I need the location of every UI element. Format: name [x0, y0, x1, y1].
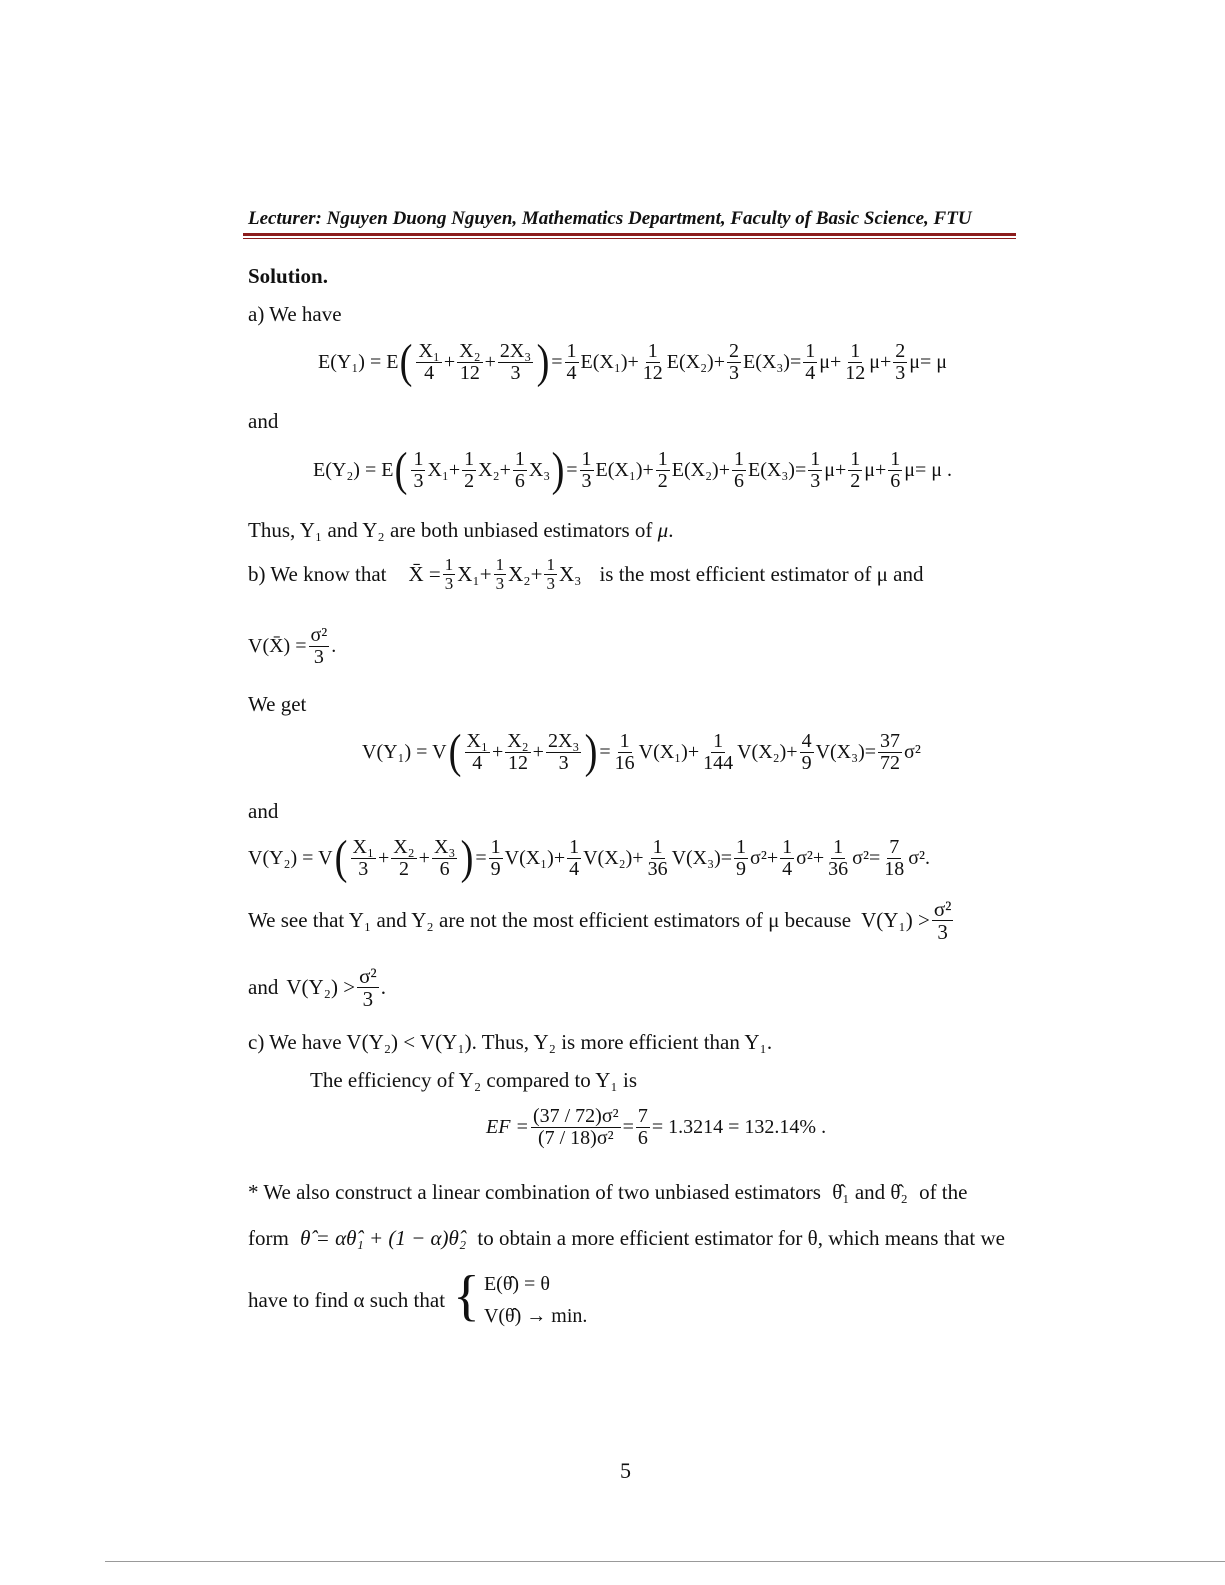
paren-group: ( 1 3 X₁ + $\frac{1}{2}$ X₂ + $\frac{1}{6}$ X₃ ) — [395, 443, 565, 496]
extra-line1: * We also construct a linear combination of two unbiased estimators θ̂₁ and θ̂₂ of the — [248, 1180, 968, 1204]
paren-group: ( X₁ 4 + $\frac{\text{X₂}}{12}$ + $\frac{\text{2X₃}}{3}$ ) — [400, 335, 550, 388]
part-a-intro: a) We have — [248, 302, 342, 326]
connector-and-1: and — [248, 409, 279, 433]
not-most-efficient-line: We see that Y₁ and Y₂ are not the most efficient estimators of μ because V(Y₁) > σ² 3 — [248, 897, 952, 945]
we-get: We get — [248, 692, 307, 716]
extra-line3: have to find α such that { E(θ̂) = θ V(θ̂) → min. — [248, 1268, 587, 1332]
equation-efficiency: EF = $\frac{\text{(37 / 72)σ²}}{\text{(7 / 18)σ²}}$ = $\frac{7}{6}$ = 1.3214 = 132.14% . — [486, 1105, 827, 1149]
header-rule-thin — [243, 238, 1016, 239]
connector-and-2: and — [248, 799, 279, 823]
and-condition-line: and V(Y₂) > σ² 3 . — [248, 964, 386, 1012]
page-number: 5 — [620, 1458, 631, 1483]
equation-ey1: E(Y₁) = E ( X₁ 4 + $\frac{\text{X₂}}{12}$ + $\frac{\text{2X₃}}{3}$ ) = $\frac{1}{4}$ E(X₁) + $\frac{1}{12}$ E(X₂) + $\frac{2}{3}$ E(X₃) = $\frac{1}{4}$ μ + $\frac{1}{12}$ μ + $\frac{2}{3}$ μ = μ — [318, 335, 948, 388]
bottom-rule — [105, 1561, 1225, 1562]
equation-vy2: V(Y₂) = V ( X₁ 3 + $\frac{\text{X₂}}{2}$ + $\frac{\text{X₃}}{6}$ ) = $\frac{1}{9}$ V(X₁) + $\frac{1}{4}$ V(X₂) + $\frac{1}{36}$ V(X₃) = $\frac{1}{9}$ σ² + $\frac{1}{4}$ σ² + $\frac{1}{36}$ σ² = $\frac{7}{18}$ σ² . — [248, 831, 930, 884]
page-header: Lecturer: Nguyen Duong Nguyen, Mathematics Department, Faculty of Basic Science, FTU — [248, 208, 972, 229]
xbar-lhs: X̄ = — [408, 561, 441, 586]
variance-xbar: V(X̄) = $\frac{\text{σ²}}{3}$ . — [248, 624, 337, 668]
eq-rhs: = μ . — [915, 458, 953, 481]
eq-rhs: = μ — [920, 350, 948, 373]
solution-heading: Solution. — [248, 264, 328, 288]
equation-vy1: V(Y₁) = V ( X₁ 4 + $\frac{\text{X₂}}{12}$ + $\frac{\text{2X₃}}{3}$ ) = $\frac{1}{16}$ V(X₁) + $\frac{1}{144}$ V(X₂) + $\frac{4}{9}$ V(X₃) = $\frac{37}{72}$ σ² — [362, 725, 921, 778]
part-c-line1: c) We have V(Y₂) < V(Y₁). Thus, Y₂ is more efficient than Y₁. — [248, 1030, 773, 1054]
equation-ey2: E(Y₂) = E ( 1 3 X₁ + $\frac{1}{2}$ X₂ + $\frac{1}{6}$ X₃ ) = $\frac{1}{3}$ E(X₁) + $\frac{1}{2}$ E(X₂) + $\frac{1}{6}$ E(X₃) = $\frac{1}{3}$ μ + $\frac{1}{2}$ μ + $\frac{1}{6}$ μ = μ . — [313, 443, 953, 496]
system-of-conditions: { E(θ̂) = θ V(θ̂) → min. — [453, 1265, 588, 1327]
part-c-line2: The efficiency of Y₂ compared to Y₁ is — [310, 1068, 637, 1092]
part-b-intro: b) We know that X̄ = $\frac{1}{3}$ X₁ + $\frac{1}{3}$ X₂ + $\frac{1}{3}$ X₃ is the most efficient estimator of μ and — [248, 555, 924, 593]
eq-lhs: E(Y₂) = E — [313, 458, 394, 481]
part-a-conclusion: Thus, Y₁ and Y₂ are both unbiased estimators of μ. — [248, 518, 674, 542]
header-rule — [243, 233, 1016, 236]
eq-lhs: E(Y₁) = E — [318, 350, 399, 373]
extra-line2: form θ̂ = αθ̂₁ + (1 − α)θ̂₂ to obtain a more efficient estimator for θ, which means that we — [248, 1226, 1005, 1250]
